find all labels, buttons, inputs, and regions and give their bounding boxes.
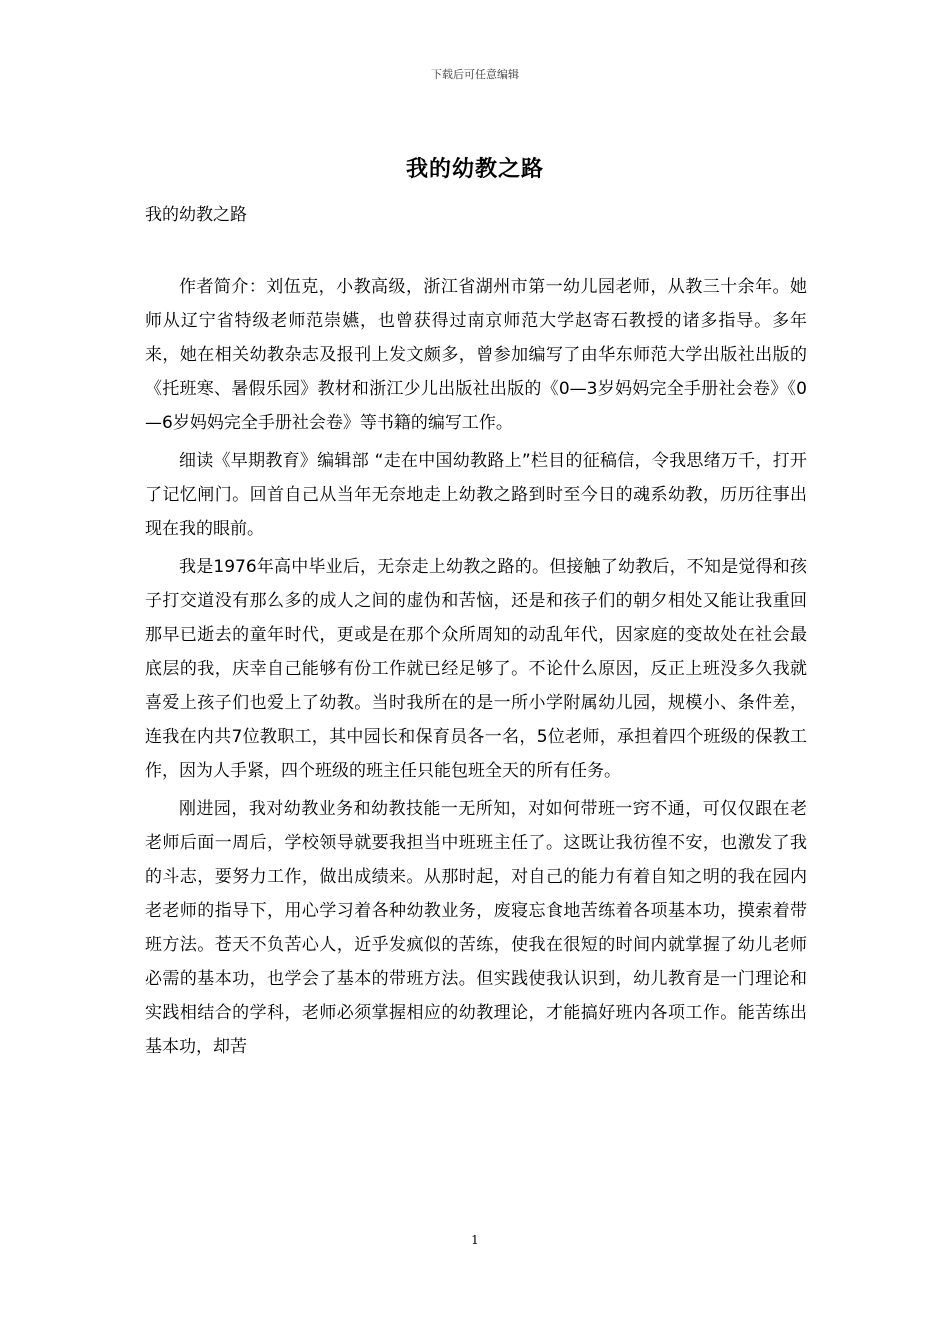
document-subtitle: 我的幼教之路 (145, 205, 247, 225)
paragraph-intro: 细读《早期教育》编辑部 “走在中国幼教路上”栏目的征稿信，令我思绪万千，打开了记忆闸门。回首自己从当年无奈地走上幼教之路到时至今日的魂系幼教，历历往事出现在我的眼前。 (145, 451, 807, 539)
paragraph-author-bio: 作者简介：刘伍克，小教高级，浙江省湖州市第一幼儿园老师，从教三十余年。她师从辽宁省特级老师范崇嬿，也曾获得过南京师范大学赵寄石教授的诸多指导。多年来，她在相关幼教杂志及报刊上发文颇多，曾参加编写了由华东师范大学出版社出版的《托班寒、暑假乐园》教材和浙江少儿出版社出版的《0—3岁妈妈完全手册社会卷》《0—6岁妈妈完全手册社会卷》等书籍的编写工作。 (145, 277, 807, 433)
document-title: 我的幼教之路 (405, 157, 544, 182)
paragraph-learning: 刚进园，我对幼教业务和幼教技能一无所知，对如何带班一窍不通，可仅仅跟在老老师后面一周后，学校领导就要我担当中班班主任了。这既让我彷徨不安，也激发了我的斗志，要努力工作，做出成绩来。从那时起，对自己的能力有着自知之明的我在园内老老师的指导下，用心学习着各种幼教业务，废寝忘食地苦练着各项基本功，摸索着带班方法。苍天不负苦心人，近乎发疯似的苦练，使我在很短的时间内就掌握了幼儿老师必需的基本功，也学会了基本的带班方法。但实践使我认识到，幼儿教育是一门理论和实践相结合的学科，老师必须掌握相应的幼教理论，才能搞好班内各项工作。能苦练出基本功，却苦 (145, 799, 807, 1057)
paragraph-beginning: 我是1976年高中毕业后，无奈走上幼教之路的。但接触了幼教后，不知是觉得和孩子打交道没有那么多的成人之间的虚伪和苦恼，还是和孩子们的朝夕相处又能让我重回那早已逝去的童年时代，更或是在那个众所周知的动乱年代，因家庭的变故处在社会最底层的我，庆幸自己能够有份工作就已经足够了。不论什么原因，反正上班没多久我就喜爱上孩子们也爱上了幼教。当时我所在的是一所小学附属幼儿园，规模小、条件差，连我在内共7位教职工，其中园长和保育员各一名，5位老师，承担着四个班级的保教工作，因为人手紧，四个班级的班主任只能包班全天的所有任务。 (145, 557, 807, 781)
page-number: 1 (471, 1233, 479, 1247)
page-header-note: 下载后可任意编辑 (431, 68, 519, 81)
document-body (145, 270, 807, 1068)
